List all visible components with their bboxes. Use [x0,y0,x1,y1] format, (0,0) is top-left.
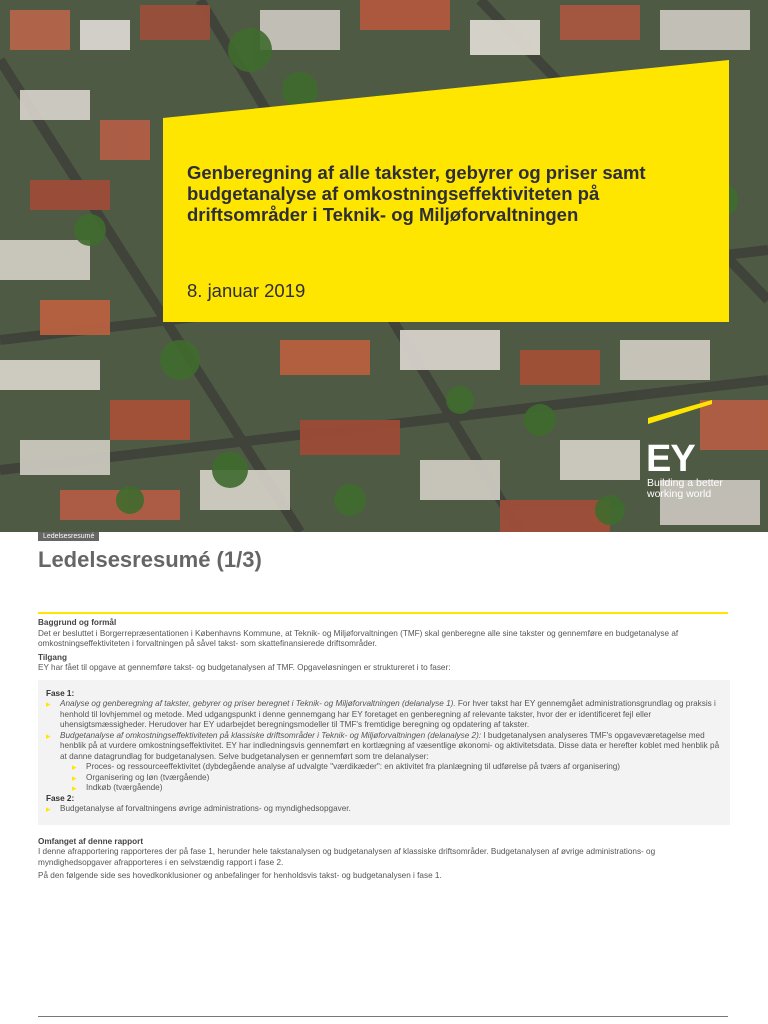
list-item [46,731,722,794]
phase2-heading: Fase 2: [46,793,75,803]
tagline-line-1: Building a better [647,477,723,489]
scope-text-2: På den følgende side ses hovedkonklusioner og anbefalinger for henholdsvis takst- og budgetanalysen i fase 1. [38,871,442,880]
ey-tagline [647,478,757,500]
cover-title: Genberegning af alle takster, gebyrer og priser samt budgetanalyse af omkostningseffektiviteten på driftsområder i Teknik- og Miljøforvaltningen [187,162,646,225]
list-item [46,699,722,731]
subanalysis-list [60,762,722,794]
approach-heading: Tilgang [38,652,67,662]
background-heading: Baggrund og formål [38,618,117,627]
section-tag: Ledelsesresumé [38,532,99,541]
list-item: ▸ Indkøb (tværgående) [60,783,722,794]
phase2-list [46,804,722,815]
ey-logo: EY [646,438,695,480]
page-title: Ledelsesresumé (1/3) [38,547,262,572]
phase1-item1-text: For hver takst har EY gennemgået administrationsgrundlag og praksis i henhold til lovhjemmel og metode. Med udgangspunkt i denne gennemgang har EY foretaget en genberegning af relevante takster, hvor der er identificeret fejl eller uhensigtsmæssigheder. Herudover har EY udarbejdet beregningsmodeller til TMF's fremtidige beregning og opdatering af takster. [60,699,716,729]
cover-date: 8. januar 2019 [187,280,306,301]
phase1-item2-text: I budgetanalysen analyseres TMF's opgaveværetagelse med henblik på at vurdere omkostningseffektivitet. EY har indledningsvis gennemført en kortlægning af væsentlige økonomi- og aktivitetsdata. Disse data er herefter koblet med henblik på at danne datagrundlag for budgetanalysen. Selve budgetanalysen er gennemført som tre delanalyser: [60,730,720,761]
list-item: ▸ Proces- og ressourceeffektivitet (dybdegående analyse af udvalgte "værdikæder": en aktivitet fra planlægning til udførelse på tværs af organisering) [60,762,722,773]
list-item: ▸ Budgetanalyse af forvaltningens øvrige administrations- og myndighedsopgaver. [46,804,722,815]
scope-heading: Omfanget af denne rapport [38,836,144,846]
phases-box [38,680,730,825]
page-content [38,618,730,885]
phase1-list [46,699,722,794]
phase1-item1-title: Analyse og genberegning af takster, gebyrer og priser beregnet i Teknik- og Miljøforvaltningen (delanalyse 1). [60,699,456,708]
bottom-divider [38,1016,728,1017]
background-text: Det er besluttet i Borgerrepræsentationen i Københavns Kommune, at Teknik- og Miljøforvaltningen (TMF) skal genberegne alle sine takster og gennemføre en budgetanalyse af omkostningseffektiviteten i forvaltningen på såvel takst- som skattefinansierede driftsområder. [38,628,679,648]
scope-text-1: I denne afrapportering rapporteres der på fase 1, herunder hele takstanalysen og budgetanalysen af klassiske driftsområder. Budgetanalysen af øvrige administrations- og myndighedsopgaver afrapporteres i en selvstændig rapport i fase 2. [38,847,656,867]
approach-text: EY har fået til opgave at gennemføre takst- og budgetanalysen af TMF. Opgaveløsningen er struktureret i to faser: [38,663,451,672]
summary-page [0,532,768,1024]
phase1-heading: Fase 1: [46,688,75,698]
scope-section [38,837,730,882]
phase1-item2-title: Budgetanalyse af omkostningseffektiviteten på klassiske driftsområder i Teknik- og Miljøforvaltningen (delanalyse 2): [60,730,482,740]
yellow-divider [38,612,728,614]
list-item: ▸ Organisering og løn (tværgående) [60,773,722,784]
tagline-line-2: working world [647,488,712,500]
